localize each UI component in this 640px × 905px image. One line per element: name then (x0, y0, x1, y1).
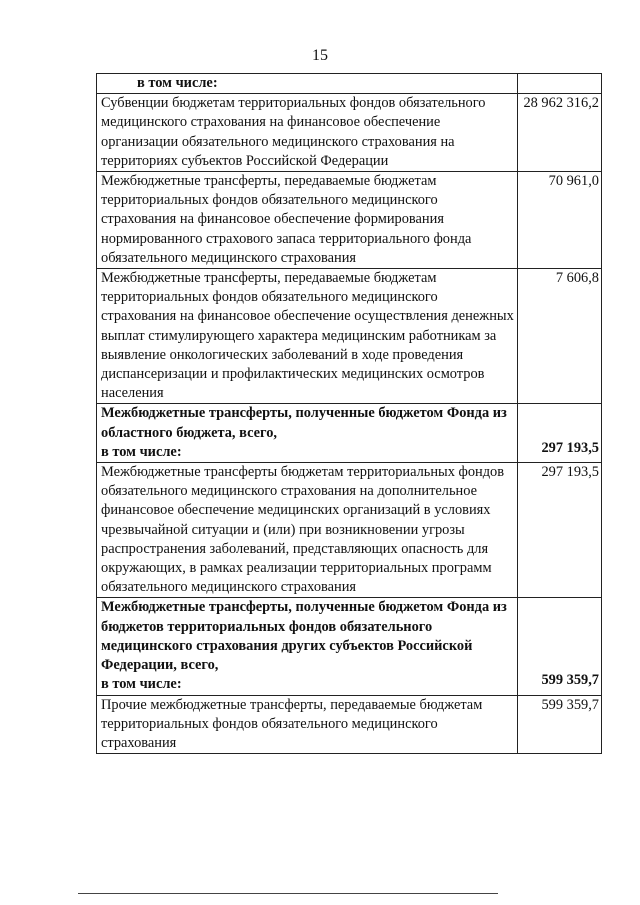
row-description-total (97, 404, 518, 463)
page-number: 15 (312, 47, 328, 64)
table-header-row (97, 74, 602, 94)
including-header: в том числе: (97, 74, 518, 94)
table-row (97, 94, 602, 172)
table-row-total (97, 598, 602, 695)
table-row (97, 172, 602, 269)
row-amount: 599 359,7 (518, 695, 602, 754)
including-label: в том числе: (101, 676, 182, 693)
including-label: в том числе: (101, 443, 182, 460)
row-amount: 28 962 316,2 (518, 94, 602, 172)
row-amount-total: 297 193,5 (518, 404, 602, 463)
table-row-total (97, 404, 602, 463)
row-description: Межбюджетные трансферты, передаваемые бюджетам территориальных фондов обязательного медицинского страхования на финансовое обеспечение осуществления денежных выплат стимулирующего характера медицинским работникам за выявление онкологических заболеваний в ходе проведения диспансеризации и профилактических медицинских осмотров населения (97, 269, 518, 404)
row-description: Межбюджетные трансферты бюджетам территориальных фондов обязательного медицинского страхования на дополнительное финансовое обеспечение медицинских организаций в условиях чрезвычайной ситуации и (или) при возникновении угрозы распространения заболеваний, представляющих опасность для окружающих, в рамках реализации территориальных программ обязательного медицинского страхования (97, 463, 518, 598)
header-amount-cell (518, 74, 602, 94)
row-description: Прочие межбюджетные трансферты, передаваемые бюджетам территориальных фондов обязательного медицинского страхования (97, 695, 518, 754)
row-description-total (97, 598, 518, 695)
row-amount-total: 599 359,7 (518, 598, 602, 695)
table-row (97, 269, 602, 404)
scan-edge-line (78, 893, 498, 894)
table-row (97, 695, 602, 754)
total-description: Межбюджетные трансферты, полученные бюджетом Фонда из областного бюджета, всего, (101, 405, 507, 441)
row-amount: 297 193,5 (518, 463, 602, 598)
row-description: Субвенции бюджетам территориальных фондов обязательного медицинского страхования на финансовое обеспечение организации обязательного медицинского страхования на территориях субъектов Российской Федерации (97, 94, 518, 172)
budget-table (96, 73, 602, 754)
row-amount: 70 961,0 (518, 172, 602, 269)
row-amount: 7 606,8 (518, 269, 602, 404)
row-description: Межбюджетные трансферты, передаваемые бюджетам территориальных фондов обязательного медицинского страхования на финансовое обеспечение формирования нормированного страхового запаса территориального фонда обязательного медицинского страхования (97, 172, 518, 269)
table-row (97, 463, 602, 598)
total-description: Межбюджетные трансферты, полученные бюджетом Фонда из бюджетов территориальных фондов обязательного медицинского страхования других субъектов Российской Федерации, всего, (101, 599, 507, 674)
